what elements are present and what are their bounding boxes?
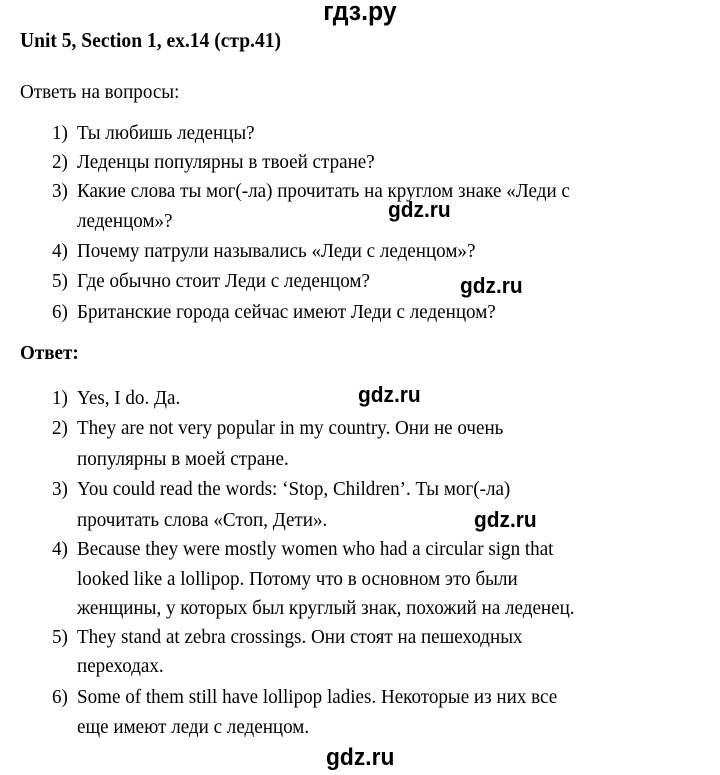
answer-text: Some of them still have lollipop ladies. Некоторые из них все <box>77 686 558 708</box>
answer-number: 2) <box>52 417 68 439</box>
answer-text-continued: женщины, у которых был круглый знак, похожий на леденец. <box>77 597 575 619</box>
site-header: гдз.ру <box>323 0 397 26</box>
answer-number: 1) <box>52 387 68 409</box>
question-text: Ты любишь леденцы? <box>77 122 255 144</box>
question-number: 1) <box>52 122 68 144</box>
instruction: Ответь на вопросы: <box>20 81 180 103</box>
question-number: 3) <box>52 180 68 202</box>
answer-number: 6) <box>52 686 68 708</box>
watermark: gdz.ru <box>388 197 451 222</box>
answer-text-continued: прочитать слова «Стоп, Дети». <box>77 509 328 531</box>
question-text: Британские города сейчас имеют Леди с леденцом? <box>77 301 496 323</box>
answer-number: 3) <box>52 478 68 500</box>
question-text: Леденцы популярны в твоей стране? <box>77 151 375 173</box>
answer-number: 4) <box>52 538 68 560</box>
question-text: Почему патрули назывались «Леди с леденцом»? <box>77 240 476 262</box>
answer-number: 5) <box>52 626 68 648</box>
answer-text: They stand at zebra crossings. Они стоят на пешеходных <box>77 626 523 648</box>
watermark: gdz.ru <box>358 382 421 407</box>
answer-text: They are not very popular in my country. Они не очень <box>77 417 504 439</box>
answer-text-continued: looked like a lollipop. Потому что в основном это были <box>77 568 518 590</box>
answer-text-continued: переходах. <box>77 655 164 677</box>
answer-text: Yes, I do. Да. <box>77 387 181 409</box>
question-number: 4) <box>52 240 68 262</box>
question-text: Какие слова ты мог(-ла) прочитать на круглом знаке «Леди с <box>77 180 570 202</box>
watermark: gdz.ru <box>460 273 523 298</box>
answer-text: Because they were mostly women who had a circular sign that <box>77 538 554 560</box>
question-number: 6) <box>52 301 68 323</box>
watermark: gdz.ru <box>326 744 395 771</box>
answer-text: You could read the words: ‘Stop, Children’. Ты мог(-ла) <box>77 478 511 500</box>
answer-text-continued: популярны в моей стране. <box>77 448 289 470</box>
answer-text-continued: еще имеют леди с леденцом. <box>77 716 310 738</box>
page-title: Unit 5, Section 1, ex.14 (стр.41) <box>20 28 281 52</box>
question-number: 2) <box>52 151 68 173</box>
question-text-continued: леденцом»? <box>77 210 173 232</box>
question-number: 5) <box>52 270 68 292</box>
answer-heading: Ответ: <box>20 342 79 364</box>
watermark: gdz.ru <box>474 507 537 532</box>
question-text: Где обычно стоит Леди с леденцом? <box>77 270 370 292</box>
